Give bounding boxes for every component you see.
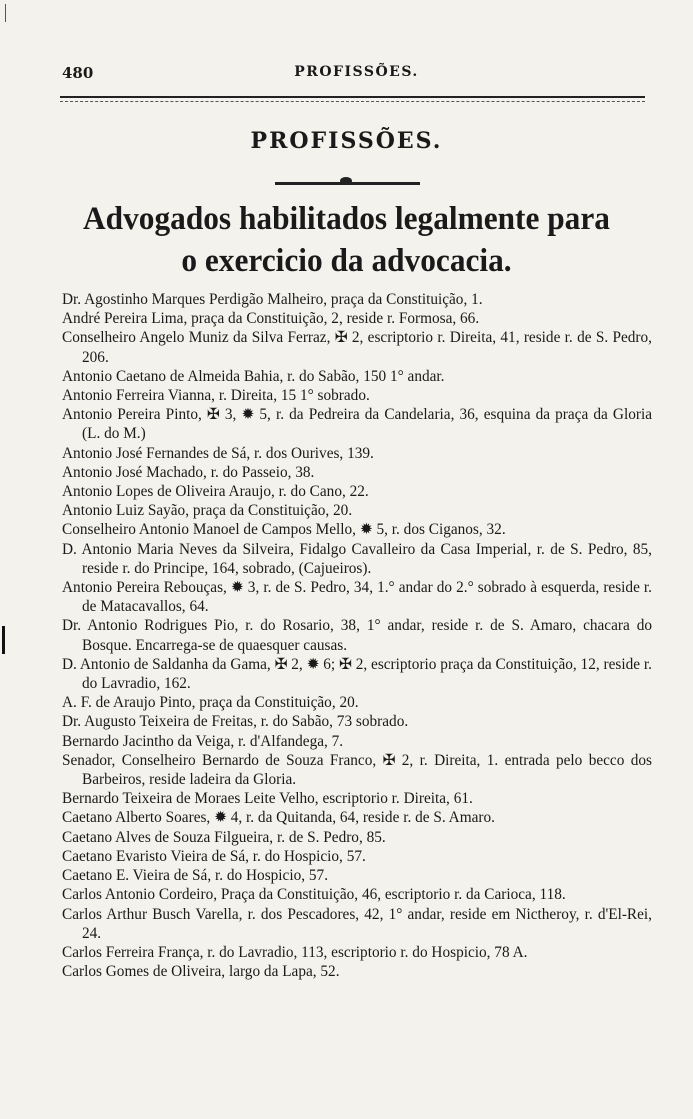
list-item: Dr. Antonio Rodrigues Pio, r. do Rosario, 38, 1° andar, reside r. de S. Amaro, chacara do Bosque. Encarrega-se de quaesquer causas. bbox=[62, 617, 652, 654]
list-item: Carlos Arthur Busch Varella, r. dos Pescadores, 42, 1° andar, reside em Nictheroy, r. d'El-Rei, 24. bbox=[62, 905, 652, 942]
list-item: Antonio Caetano de Almeida Bahia, r. do Sabão, 150 1° andar. bbox=[62, 367, 445, 385]
list-item: Caetano Alberto Soares, ✹ 4, r. da Quitanda, 64, reside r. de S. Amaro. bbox=[62, 809, 495, 827]
list-item: Bernardo Jacintho da Veiga, r. d'Alfandega, 7. bbox=[62, 732, 344, 750]
list-item: Bernardo Teixeira de Moraes Leite Velho, escriptorio r. Direita, 61. bbox=[62, 790, 473, 808]
list-item: Caetano E. Vieira de Sá, r. do Hospicio, 57. bbox=[62, 867, 329, 885]
section-title: PROFISSÕES. bbox=[250, 128, 443, 154]
list-item: Dr. Agostinho Marques Perdigão Malheiro, praça da Constituição, 1. bbox=[62, 291, 483, 308]
list-item: Antonio Pereira Rebouças, ✹ 3, r. de S. Pedro, 34, 1.° andar do 2.° sobrado à esquerda, reside r. de Matacavallos, 64. bbox=[62, 579, 652, 616]
list-item: Carlos Gomes de Oliveira, largo da Lapa, 52. bbox=[62, 963, 340, 981]
list-item: Antonio Luiz Sayão, praça da Constituição, 20. bbox=[62, 502, 353, 520]
list-item: Caetano Evaristo Vieira de Sá, r. do Hospicio, 57. bbox=[62, 847, 366, 865]
list-item: Antonio José Machado, r. do Passeio, 38. bbox=[62, 463, 315, 481]
list-item: Conselheiro Antonio Manoel de Campos Mello, ✹ 5, r. dos Ciganos, 32. bbox=[62, 521, 506, 539]
header-rule bbox=[60, 96, 645, 98]
main-title-line-1: Advogados habilitados legalmente para bbox=[83, 201, 610, 237]
binding-mark bbox=[2, 626, 5, 654]
list-item: Antonio José Fernandes de Sá, r. dos Ourives, 139. bbox=[62, 444, 374, 462]
main-title-line-2: o exercicio da advocacia. bbox=[181, 243, 512, 279]
list-item: Senador, Conselheiro Bernardo de Souza Franco, ✠ 2, r. Direita, 1. entrada pelo becco dos Barbeiros, reside ladeira da Gloria. bbox=[62, 751, 652, 789]
list-item: Antonio Ferreira Vianna, r. Direita, 15 1° sobrado. bbox=[62, 387, 370, 405]
margin-mark bbox=[5, 4, 6, 22]
list-item: A. F. de Araujo Pinto, praça da Constituição, 20. bbox=[62, 694, 359, 712]
list-item: Antonio Pereira Pinto, ✠ 3, ✹ 5, r. da Pedreira da Candelaria, 36, esquina da praça da Gloria (L. do M.) bbox=[62, 406, 652, 443]
list-item: Dr. Augusto Teixeira de Freitas, r. do Sabão, 73 sobrado. bbox=[62, 713, 409, 731]
list-item: D. Antonio Maria Neves da Silveira, Fidalgo Cavalleiro da Casa Imperial, r. de S. Pedro, 85, reside r. do Principe, 164, sobrado, (Cajueiros). bbox=[62, 540, 652, 577]
running-head: PROFISSÕES. bbox=[294, 64, 419, 80]
main-title bbox=[17, 198, 675, 282]
ornament-center bbox=[340, 177, 352, 185]
lawyer-list bbox=[62, 290, 652, 981]
list-item: Conselheiro Angelo Muniz da Silva Ferraz, ✠ 2, escriptorio r. Direita, 41, reside r. de S. Pedro, 206. bbox=[62, 329, 652, 366]
list-item: Antonio Lopes de Oliveira Araujo, r. do Cano, 22. bbox=[62, 483, 369, 501]
list-item: D. Antonio de Saldanha da Gama, ✠ 2, ✹ 6; ✠ 2, escriptorio praça da Constituição, 12, reside r. do Lavradio, 162. bbox=[62, 655, 652, 693]
list-item: Caetano Alves de Souza Filgueira, r. de S. Pedro, 85. bbox=[62, 828, 386, 846]
header-rule-dotted bbox=[60, 101, 645, 102]
list-item: André Pereira Lima, praça da Constituição, 2, reside r. Formosa, 66. bbox=[62, 310, 480, 328]
list-item: Carlos Ferreira França, r. do Lavradio, 113, escriptorio r. do Hospicio, 78 A. bbox=[62, 943, 528, 961]
page-number: 480 bbox=[62, 64, 94, 82]
list-item: Carlos Antonio Cordeiro, Praça da Constituição, 46, escriptorio r. da Carioca, 118. bbox=[62, 886, 566, 904]
